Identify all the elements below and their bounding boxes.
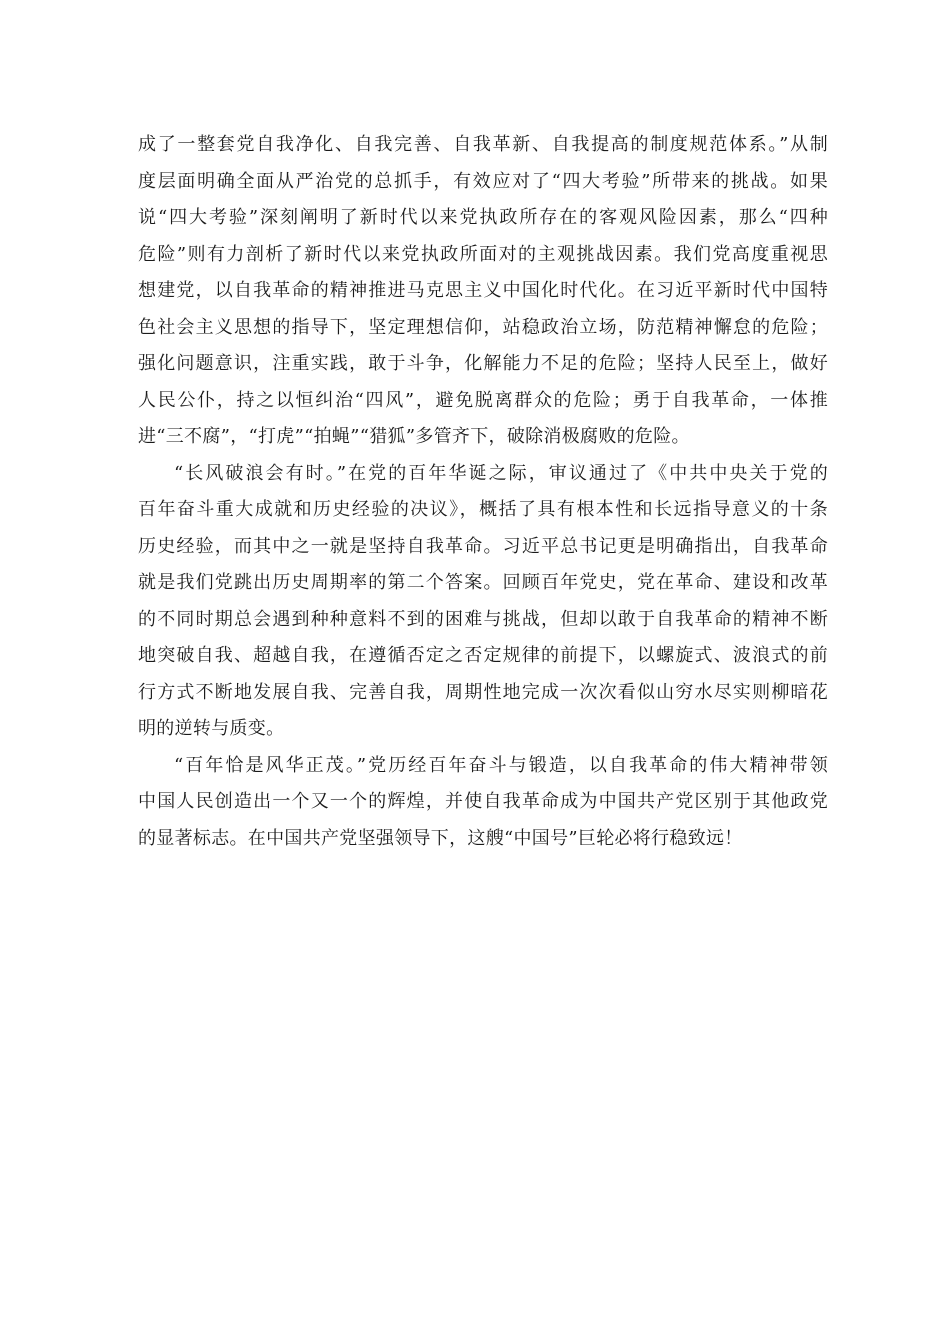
text-line: 就是我们党跳出历史周期率的第二个答案。回顾百年党史，党在革命、建设和改革 bbox=[138, 572, 828, 593]
text-line: 度层面明确全面从严治党的总抓手，有效应对了“四大考验”所带来的挑战。如果 bbox=[138, 170, 828, 192]
paragraph-3 bbox=[138, 748, 828, 858]
text-line: 危险”则有力剖析了新时代以来党执政所面对的主观挑战因素。我们党高度重视思 bbox=[138, 243, 828, 265]
text-line: 中国人民创造出一个又一个的辉煌，并使自我革命成为中国共产党区别于其他政党 bbox=[138, 791, 828, 812]
document-body bbox=[138, 127, 828, 857]
text-line: 进“三不腐”，“打虎”“拍蝇”“猎狐”多管齐下，破除消极腐败的危险。 bbox=[138, 426, 690, 447]
text-line: 的不同时期总会遇到种种意料不到的困难与挑战，但却以敢于自我革命的精神不断 bbox=[138, 608, 828, 630]
text-line: “长风破浪会有时。”在党的百年华诞之际，审议通过了《中共中央关于党的 bbox=[174, 462, 828, 484]
text-line: 明的逆转与质变。 bbox=[138, 718, 285, 739]
text-line: 的显著标志。在中国共产党坚强领导下，这艘“中国号”巨轮必将行稳致远！ bbox=[138, 827, 743, 849]
text-line: 行方式不断地发展自我、完善自我，周期性地完成一次次看似山穷水尽实则柳暗花 bbox=[138, 681, 828, 703]
text-line: 想建党，以自我革命的精神推进马克思主义中国化时代化。在习近平新时代中国特 bbox=[138, 280, 828, 301]
paragraph-2 bbox=[138, 456, 828, 748]
text-line: 色社会主义思想的指导下，坚定理想信仰，站稳政治立场，防范精神懈怠的危险； bbox=[138, 316, 828, 338]
text-line: 强化问题意识，注重实践，敢于斗争，化解能力不足的危险；坚持人民至上，做好 bbox=[138, 353, 828, 374]
text-line: 历史经验，而其中之一就是坚持自我革命。习近平总书记更是明确指出，自我革命 bbox=[138, 535, 828, 557]
text-line: 人民公仆，持之以恒纠治“四风”，避免脱离群众的危险；勇于自我革命，一体推 bbox=[138, 389, 828, 411]
text-line: 说“四大考验”深刻阐明了新时代以来党执政所存在的客观风险因素，那么“四种 bbox=[138, 207, 828, 228]
text-line: 地突破自我、超越自我，在遵循否定之否定规律的前提下，以螺旋式、波浪式的前 bbox=[138, 645, 828, 666]
text-line: “百年恰是风华正茂。”党历经百年奋斗与锻造，以自我革命的伟大精神带领 bbox=[174, 754, 828, 776]
paragraph-1 bbox=[138, 127, 828, 456]
text-line: 百年奋斗重大成就和历史经验的决议》，概括了具有根本性和长远指导意义的十条 bbox=[138, 499, 828, 520]
text-line: 成了一整套党自我净化、自我完善、自我革新、自我提高的制度规范体系。”从制 bbox=[138, 134, 828, 155]
